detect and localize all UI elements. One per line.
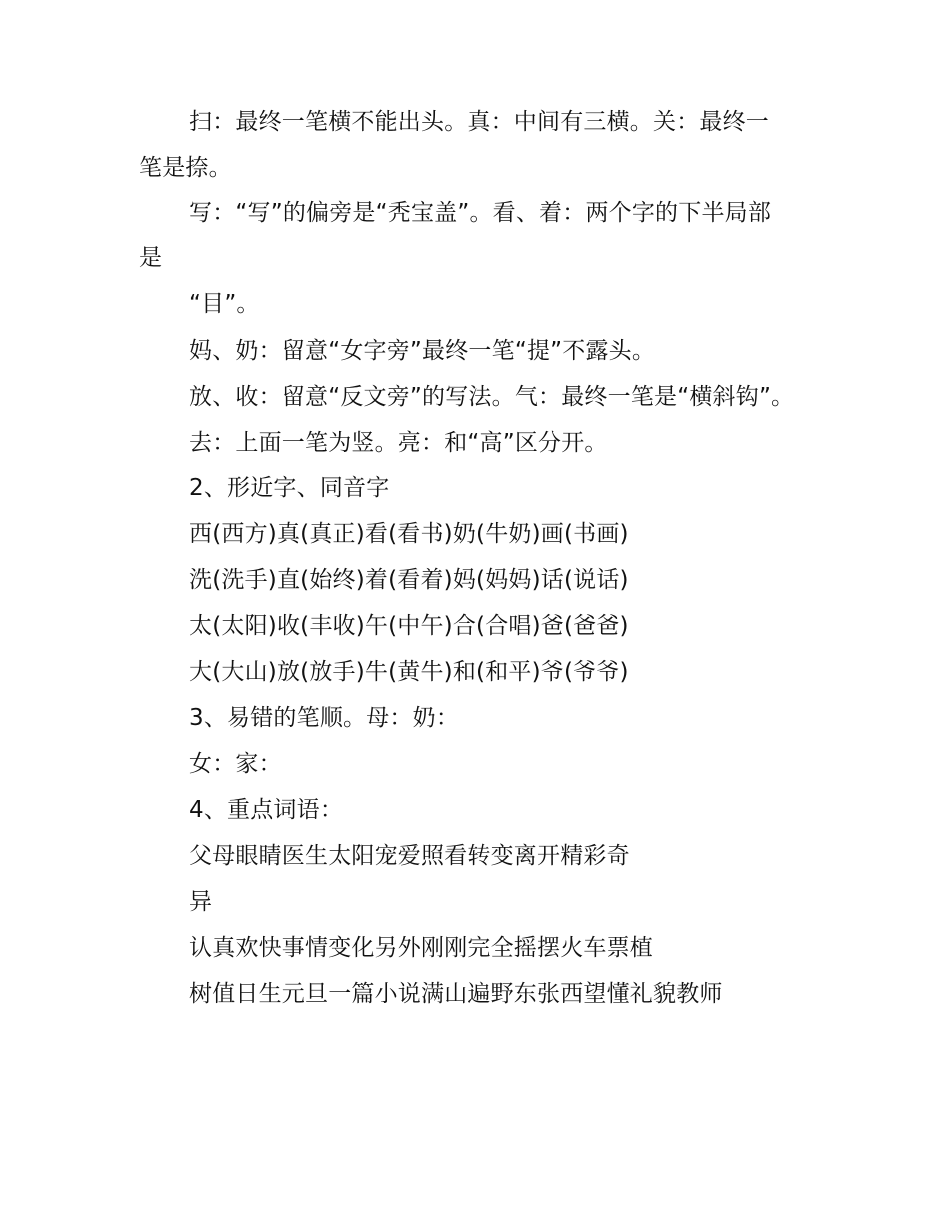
text-line-5: “目”。 <box>189 291 260 317</box>
section-heading-4: 4、重点词语： <box>189 797 344 823</box>
text-line-11: 洗(洗手)直(始终)着(看着)妈(妈妈)话(说话) <box>189 567 629 593</box>
text-line-17: 父母眼睛医生太阳宠爱照看转变离开精彩奇 <box>189 843 630 869</box>
text-line-13: 大(大山)放(放手)牛(黄牛)和(和平)爷(爷爷) <box>189 659 629 685</box>
text-line-6: 妈、奶：留意“女字旁”最终一笔“提”不露头。 <box>189 338 656 364</box>
text-line-3: 写：“写”的偏旁是“秃宝盖”。看、着：两个字的下半局部 <box>189 200 772 226</box>
text-line-1: 扫：最终一笔横不能出头。真：中间有三横。关：最终一 <box>189 109 769 135</box>
text-line-20: 树值日生元旦一篇小说满山遍野东张西望懂礼貌教师 <box>189 981 723 1007</box>
text-line-10: 西(西方)真(真正)看(看书)奶(牛奶)画(书画) <box>189 521 629 547</box>
text-line-12: 太(太阳)收(丰收)午(中午)合(合唱)爸(爸爸) <box>189 613 629 639</box>
text-line-2: 笔是捺。 <box>139 155 232 181</box>
text-line-15: 女：家： <box>189 751 282 777</box>
section-heading-3: 3、易错的笔顺。母：奶： <box>189 705 460 731</box>
text-line-7: 放、收：留意“反文旁”的写法。气：最终一笔是“横斜钩”。 <box>189 384 795 410</box>
text-line-8: 去：上面一笔为竖。亮：和“高”区分开。 <box>189 430 608 456</box>
text-line-4: 是 <box>139 245 163 271</box>
section-heading-2: 2、形近字、同音字 <box>189 475 390 501</box>
text-line-18: 异 <box>189 889 213 915</box>
text-line-19: 认真欢快事情变化另外刚刚完全摇摆火车票植 <box>189 935 653 961</box>
